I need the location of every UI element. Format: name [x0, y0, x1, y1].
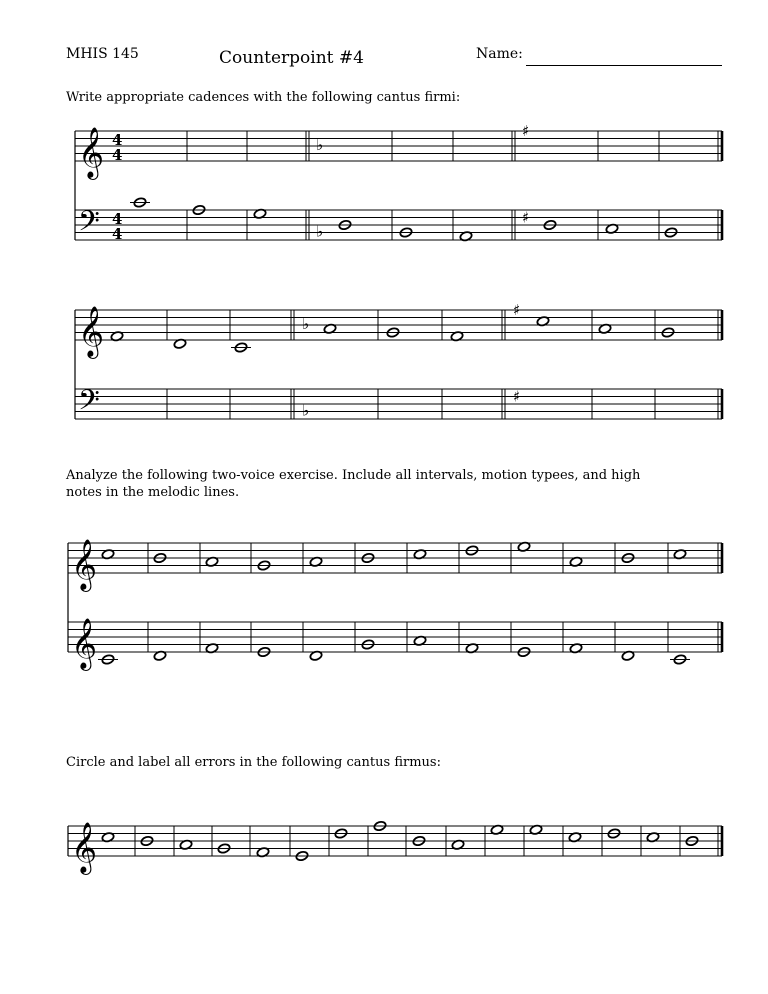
treble-clef-icon: 𝄞 — [71, 822, 98, 873]
time-signature-top: 4 — [112, 131, 123, 149]
sharp-icon: ♯ — [522, 208, 530, 227]
treble-clef-icon: 𝄞 — [71, 539, 98, 590]
sharp-icon: ♯ — [513, 387, 521, 406]
name-label: Name: — [476, 46, 523, 62]
time-signature-bottom: 4 — [112, 225, 123, 243]
instruction-cadences: Write appropriate cadences with the following cantus firmi: — [66, 90, 461, 105]
flat-icon: ♭ — [316, 222, 324, 241]
flat-icon: ♭ — [316, 136, 324, 154]
sharp-icon: ♯ — [513, 301, 521, 319]
music-system-2 — [68, 539, 722, 671]
flat-icon: ♭ — [302, 315, 310, 333]
course-code: MHIS 145 — [66, 46, 139, 62]
page-title: Counterpoint #4 — [219, 48, 364, 68]
bass-clef-icon: 𝄢 — [78, 384, 100, 424]
instruction-analyze: Analyze the following two-voice exercise. Include all intervals, motion typees, and high notes in the melodic lines. — [66, 468, 641, 500]
bass-clef-icon: 𝄢 — [78, 205, 100, 245]
treble-clef-icon: 𝄞 — [78, 306, 105, 357]
instruction-errors: Circle and label all errors in the following cantus firmus: — [66, 755, 441, 770]
time-signature-top: 4 — [112, 210, 123, 228]
time-signature-bottom: 4 — [112, 146, 123, 164]
sharp-icon: ♯ — [522, 122, 530, 140]
treble-clef-icon: 𝄞 — [78, 127, 105, 178]
treble-clef-icon: 𝄞 — [71, 618, 98, 669]
music-system-1 — [75, 301, 722, 424]
music-system-0 — [75, 122, 722, 245]
music-system-3 — [68, 820, 722, 875]
flat-icon: ♭ — [302, 401, 310, 420]
